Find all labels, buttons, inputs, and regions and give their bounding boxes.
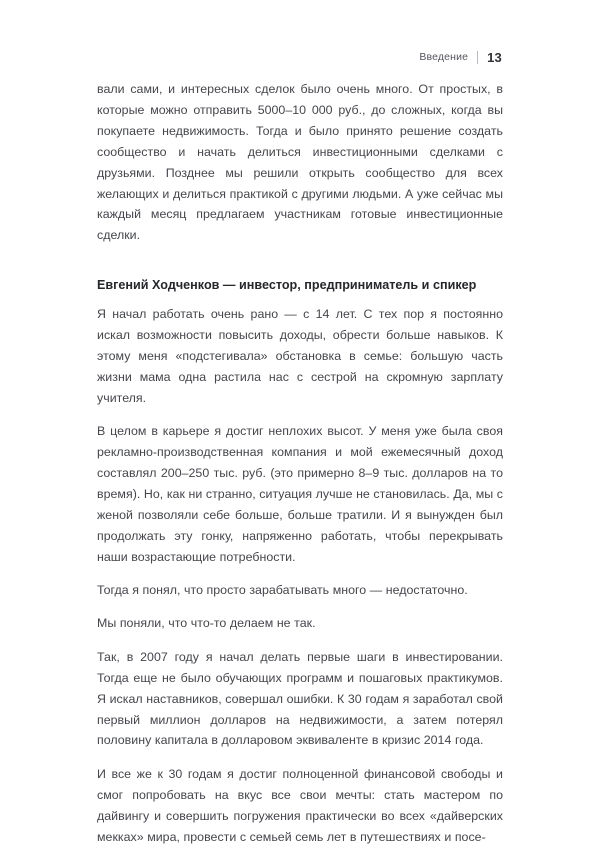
paragraph-investing-2007: Так, в 2007 году я начал делать первые шаги в инвестировании. Тогда еще не было обучающих программ и пошаговых практикумов. Я искал наставников, совершал ошибки. К 30 годам я заработал свой первый миллион долларов на недвижимости, а затем потерял половину капитала в долларовом эквиваленте в кризис 2014 года. xyxy=(97,649,503,748)
running-head-divider xyxy=(477,51,478,64)
text-column xyxy=(97,79,503,848)
paragraph-realization-earning: Тогда я понял, что просто зарабатывать много — недостаточно. xyxy=(97,583,468,598)
paragraph-career-income: В целом в карьере я достиг неплохих высот. У меня уже была своя рекламно-производственная компания и мой ежемесячный доход составлял 200–250 тыс. руб. (это примерно 8–9 тыс. долларов на то время). Но, как ни странно, ситуация лучше не становилась. Да, мы с женой позволяли себе больше, больше тратили. И я вынужден был продолжать эту гонку, напряженно работать, чтобы перекрывать наши возрастающие потребности. xyxy=(97,424,503,564)
paragraph-realization-wrong: Мы поняли, что что-то делаем не так. xyxy=(97,616,316,631)
page-number: 13 xyxy=(487,49,502,65)
paragraph-early-work: Я начал работать очень рано — с 14 лет. С тех пор я постоянно искал возможности повысить доходы, обрести больше навыков. К этому меня «подстегивала» обстановка в семье: большую часть жизни мама одна растила нас с сестрой на скромную зарплату учителя. xyxy=(97,307,503,405)
paragraph-continued-community: вали сами, и интересных сделок было очень много. От простых, в которые можно отправить 5000–10 000 руб., до сложных, когда вы покупаете недвижимость. Тогда и было принято решение создать сообщество и начать делиться инвестиционными сделками с друзьями. Позднее мы решили открыть сообщество для всех желающих и делиться практикой с другими людьми. А уже сейчас мы каждый месяц предлагаем участникам готовые инвестиционные сделки. xyxy=(97,82,503,243)
running-head-title: Введение xyxy=(419,51,469,63)
section-heading-evgeny-khodchenkov: Евгений Ходченков — инвестор, предприниматель и спикер xyxy=(97,278,477,293)
paragraph-financial-freedom: И все же к 30 годам я достиг полноценной финансовой свободы и смог попробовать на вкус все свои мечты: стать мастером по дайвингу и совершить погружения практически во всех «дайверских мекках» мира, провести с семьей семь лет в путешествиях и посе- xyxy=(97,766,503,844)
running-head xyxy=(97,48,502,66)
